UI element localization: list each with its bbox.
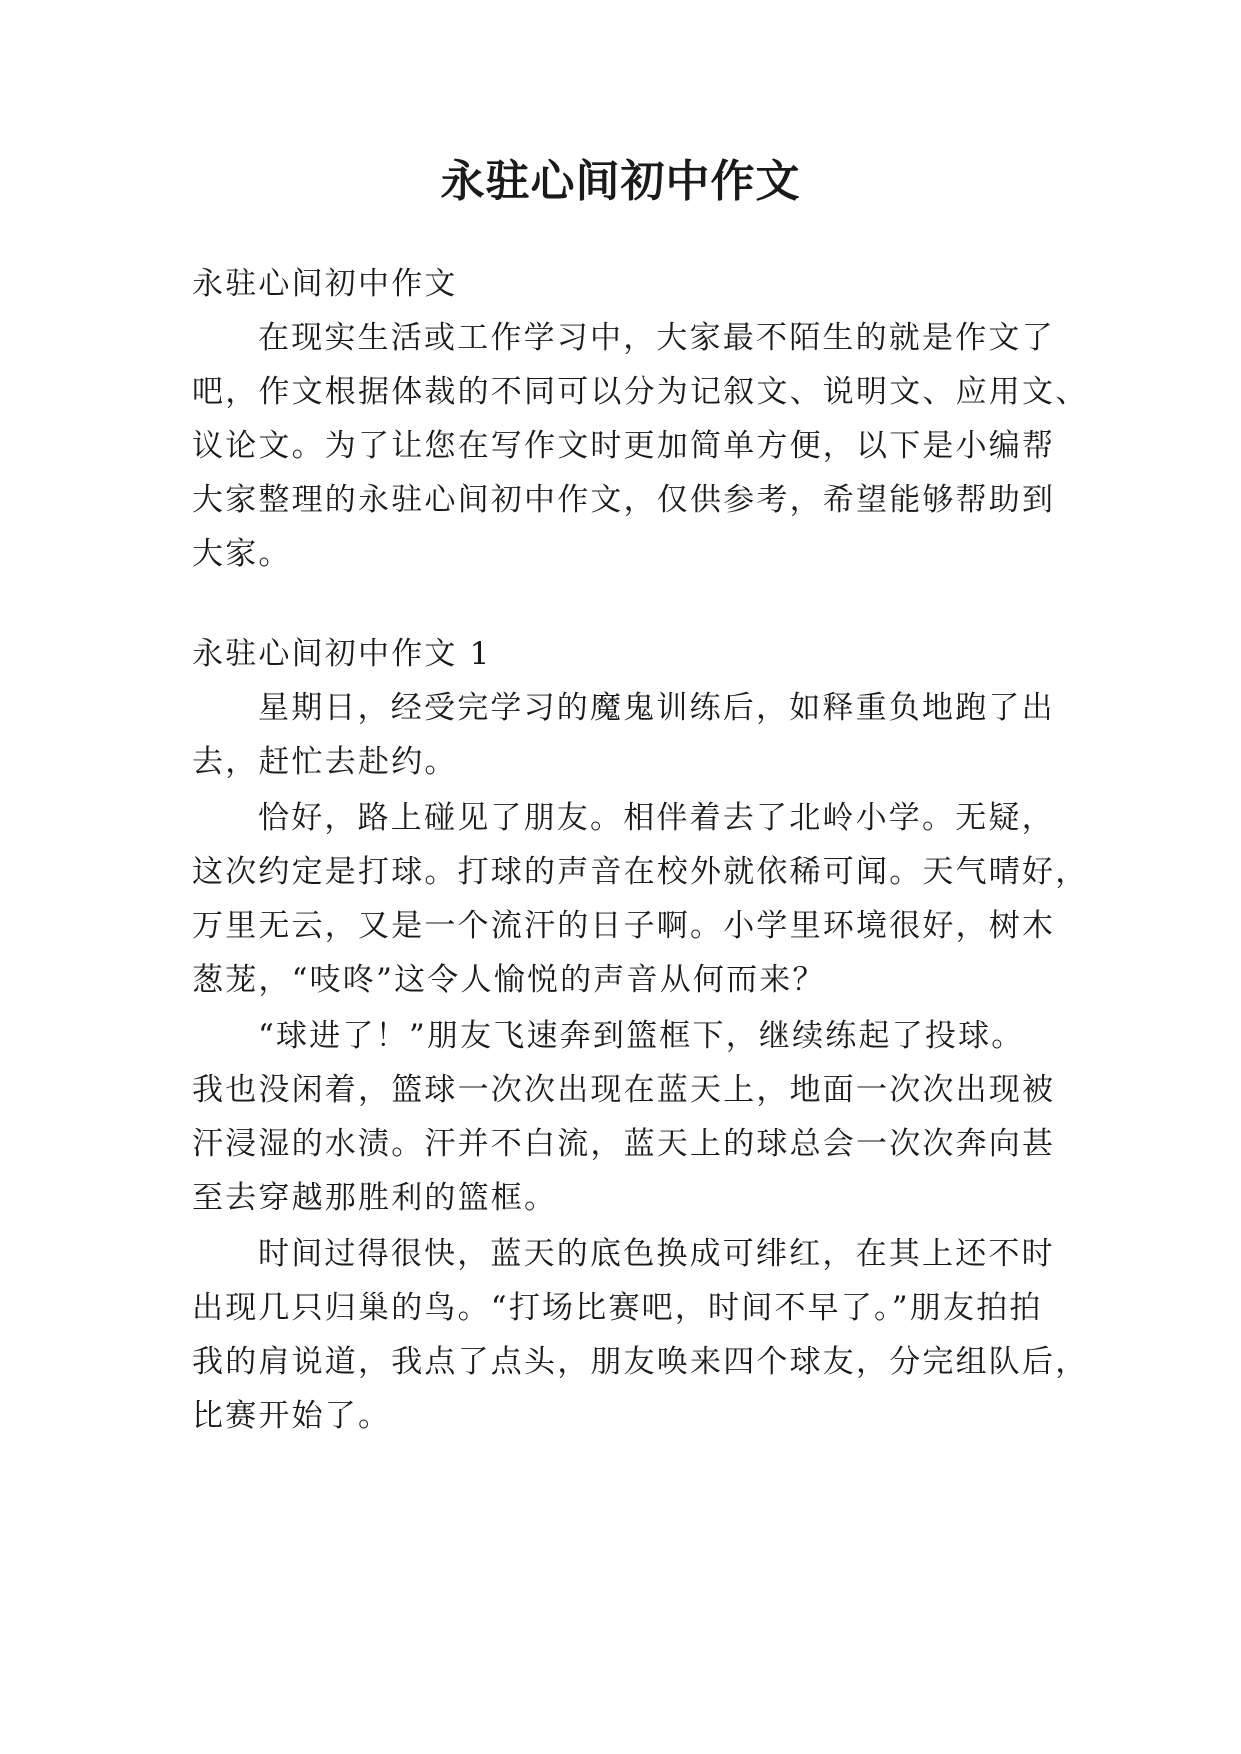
paragraph-line: 汗浸湿的水渍。汗并不白流，蓝天上的球总会一次次奔向甚	[192, 1126, 1056, 1162]
intro-line: 吧，作文根据体裁的不同可以分为记叙文、说明文、应用文、	[192, 374, 1089, 410]
section-heading: 永驻心间初中作文 1	[192, 636, 492, 672]
paragraph-line: 至去穿越那胜利的篮框。	[192, 1180, 558, 1216]
paragraph-line: 时间过得很快，蓝天的底色换成可绯红，在其上还不时	[258, 1236, 1055, 1272]
document-title: 永驻心间初中作文	[440, 156, 801, 207]
paragraph-line: 万里无云，又是一个流汗的日子啊。小学里环境很好，树木	[192, 908, 1056, 944]
paragraph-line: 我也没闲着，篮球一次次出现在蓝天上，地面一次次出现被	[192, 1072, 1056, 1108]
paragraph-line: “球进了！”朋友飞速奔到篮框下，继续练起了投球。	[258, 1018, 1025, 1054]
intro-line: 大家整理的永驻心间初中作文，仅供参考，希望能够帮助到	[192, 482, 1056, 518]
paragraph-line: 这次约定是打球。打球的声音在校外就依稀可闻。天气晴好，	[192, 854, 1089, 890]
paragraph-line: 出现几只归巢的鸟。“打场比赛吧，时间不早了。”朋友拍拍	[192, 1290, 1043, 1326]
paragraph-line: 星期日，经受完学习的魔鬼训练后，如释重负地跑了出	[258, 690, 1055, 726]
subtitle: 永驻心间初中作文	[192, 266, 458, 302]
paragraph-line: 比赛开始了。	[192, 1398, 392, 1434]
paragraph-line: 我的肩说道，我点了点头，朋友唤来四个球友，分完组队后，	[192, 1344, 1089, 1380]
paragraph-line: 去，赶忙去赴约。	[192, 744, 458, 780]
intro-line: 议论文。为了让您在写作文时更加简单方便，以下是小编帮	[192, 428, 1056, 464]
intro-line: 大家。	[192, 536, 292, 572]
paragraph-line: 恰好，路上碰见了朋友。相伴着去了北岭小学。无疑，	[258, 800, 1055, 836]
intro-line: 在现实生活或工作学习中，大家最不陌生的就是作文了	[258, 320, 1055, 356]
paragraph-line: 葱茏，“吱咚”这令人愉悦的声音从何而来？	[192, 962, 826, 998]
